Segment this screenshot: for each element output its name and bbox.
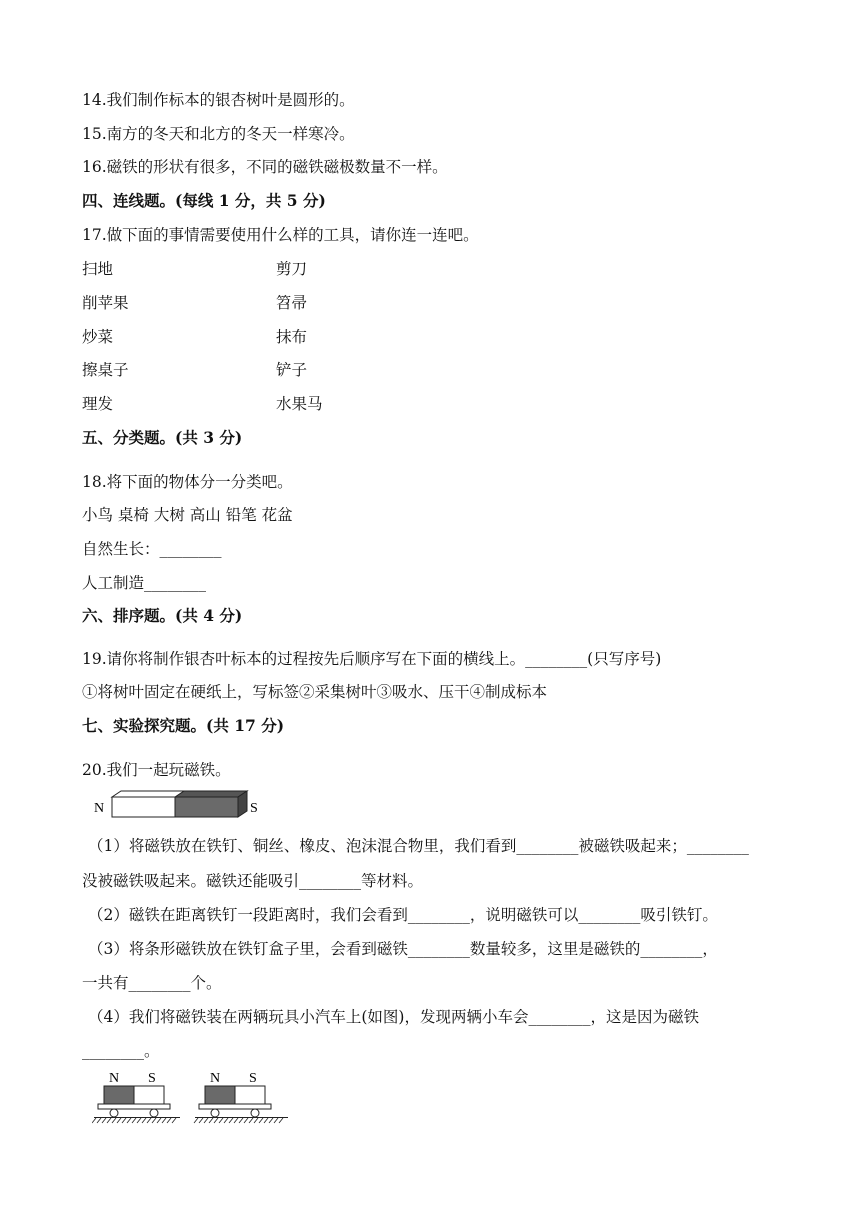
question-18-items: 小鸟 桌椅 大树 高山 铅笔 花盆 — [82, 506, 293, 524]
question-20-1a: （1）将磁铁放在铁钉、铜丝、橡皮、泡沫混合物里，我们看到________被磁铁吸起来；________ — [88, 837, 749, 855]
question-20-4a: （4）我们将磁铁装在两辆玩具小汽车上(如图)，发现两辆小车会________，这是因为磁铁 — [88, 1008, 699, 1026]
toy-cars-figure — [92, 1066, 292, 1126]
match-left-item: 炒菜 — [82, 328, 114, 346]
match-left-item: 扫地 — [82, 260, 114, 278]
bar-magnet-figure — [90, 788, 270, 822]
question-20-4b: ________。 — [82, 1042, 160, 1060]
car1-s-label: S — [148, 1071, 156, 1086]
question-17: 17.做下面的事情需要使用什么样的工具，请你连一连吧。 — [82, 226, 479, 244]
car2-n-label: N — [210, 1071, 221, 1086]
question-20: 20.我们一起玩磁铁。 — [82, 761, 231, 779]
section-7-heading: 七、实验探究题。(共 17 分) — [82, 716, 285, 735]
question-19-steps: ①将树叶固定在硬纸上，写标签②采集树叶③吸水、压干④制成标本 — [82, 683, 548, 701]
question-20-2: （2）磁铁在距离铁钉一段距离时，我们会看到________，说明磁铁可以________吸引铁钉。 — [88, 906, 718, 924]
question-18-natural: 自然生长：________ — [82, 540, 222, 558]
match-right-item: 抹布 — [276, 328, 308, 346]
match-right-item: 剪刀 — [276, 260, 308, 278]
toy-car-2 — [199, 1071, 271, 1117]
section-5-heading: 五、分类题。(共 3 分) — [82, 428, 243, 447]
question-16: 16.磁铁的形状有很多，不同的磁铁磁极数量不一样。 — [82, 158, 448, 176]
magnet-n-label: N — [94, 801, 105, 816]
match-right-item: 水果马 — [276, 395, 323, 413]
toy-car-1 — [98, 1071, 170, 1117]
question-19: 19.请你将制作银杏叶标本的过程按先后顺序写在下面的横线上。________(只写序号) — [82, 650, 662, 668]
question-18-artificial: 人工制造________ — [82, 574, 207, 592]
match-right-item: 铲子 — [276, 361, 308, 379]
match-left-item: 擦桌子 — [82, 361, 129, 379]
match-right-item: 笤帚 — [276, 294, 308, 312]
question-15: 15.南方的冬天和北方的冬天一样寒冷。 — [82, 125, 355, 143]
match-left-item: 削苹果 — [82, 294, 129, 312]
match-left-item: 理发 — [82, 395, 114, 413]
car1-n-label: N — [109, 1071, 120, 1086]
section-6-heading: 六、排序题。(共 4 分) — [82, 606, 243, 625]
car2-s-label: S — [249, 1071, 257, 1086]
question-18: 18.将下面的物体分一分类吧。 — [82, 473, 293, 491]
question-20-1b: 没被磁铁吸起来。磁铁还能吸引________等材料。 — [82, 872, 424, 890]
magnet-s-label: S — [250, 801, 258, 816]
section-4-heading: 四、连线题。(每线 1 分，共 5 分) — [82, 191, 326, 210]
question-20-3b: 一共有________个。 — [82, 974, 222, 992]
question-20-3a: （3）将条形磁铁放在铁钉盒子里，会看到磁铁________数量较多，这里是磁铁的________， — [88, 940, 718, 958]
question-14: 14.我们制作标本的银杏树叶是圆形的。 — [82, 91, 355, 109]
